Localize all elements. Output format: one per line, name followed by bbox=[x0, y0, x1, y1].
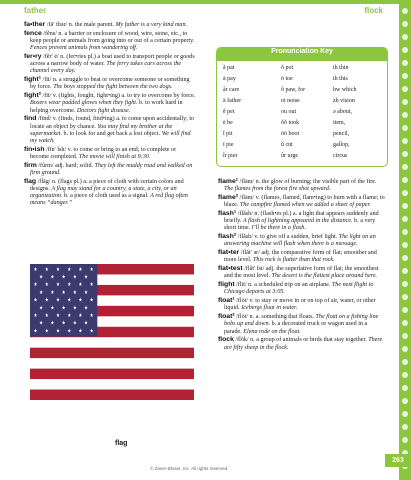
dictionary-entry bbox=[24, 92, 196, 115]
svg-text:★: ★ bbox=[78, 267, 83, 274]
pronunciation-key-cell: ĭ pit bbox=[223, 131, 233, 137]
svg-text:★: ★ bbox=[84, 275, 89, 281]
entry-definition: b. a very short time. bbox=[224, 218, 376, 232]
entry-example: The next flight to Chicago departs at 3:05. bbox=[224, 282, 374, 296]
pronunciation-key-cell: ŭ cut bbox=[281, 142, 293, 148]
svg-text:★: ★ bbox=[56, 313, 60, 320]
entry-definition: /flām/ v. (flames, flamed, flam•ing) to burn with a flame; to blaze. bbox=[224, 195, 385, 209]
entry-example: There are fifty sheep in the flock. bbox=[224, 337, 383, 351]
pronunciation-key-cell: ī pie bbox=[223, 142, 234, 148]
pronunciation-key-row bbox=[223, 65, 383, 73]
entry-definition: /fĕns/ n. a barrier or enclosure of wood, wire, stone, etc., to keep people or animals from going into or out of a certain property. bbox=[30, 30, 195, 44]
american-flag-image bbox=[30, 264, 194, 400]
svg-text:★: ★ bbox=[56, 267, 60, 274]
pronunciation-key-cell: hw which bbox=[333, 87, 357, 93]
pronunciation-key-cell: zh vision bbox=[333, 98, 355, 104]
svg-text:★: ★ bbox=[67, 329, 72, 335]
entry-definition: /fīt/ v. (fights, fought, fight•ing) a. to try to overcome by force. bbox=[40, 93, 196, 100]
dictionary-entry bbox=[24, 30, 196, 53]
entry-example: Elena rode on the float. bbox=[243, 328, 301, 335]
pronunciation-key-row bbox=[223, 142, 383, 150]
dictionary-entry bbox=[218, 194, 386, 209]
entry-example: We will find my watch. bbox=[30, 130, 191, 145]
svg-text:★: ★ bbox=[50, 305, 55, 312]
svg-text:★: ★ bbox=[61, 321, 66, 327]
pronunciation-key-cell: ō toe bbox=[281, 76, 293, 82]
pronunciation-key-row bbox=[223, 87, 383, 95]
svg-text:★: ★ bbox=[33, 267, 38, 274]
entry-example: The light on an answering machine will flash when there is a message. bbox=[224, 234, 376, 248]
entry-headword: flame¹ bbox=[218, 178, 239, 185]
svg-text:★: ★ bbox=[89, 282, 94, 289]
left-column bbox=[24, 21, 196, 208]
pronunciation-key-cell: circus bbox=[333, 153, 348, 159]
entry-definition: /fīt/ n. a struggle to beat or overcome someone or something by force. bbox=[30, 77, 190, 91]
svg-text:★: ★ bbox=[67, 282, 72, 289]
pronunciation-key-cell: ĕ pet bbox=[223, 109, 235, 115]
svg-text:★: ★ bbox=[84, 290, 89, 297]
entry-definition: b. to work hard in helping overcome. bbox=[30, 100, 183, 114]
svg-text:★: ★ bbox=[44, 313, 49, 320]
entry-example: The flames from the forest fire shot upward. bbox=[224, 186, 331, 193]
entry-example: A red flag often means “danger.” bbox=[30, 193, 188, 207]
entry-headword: fa•ther bbox=[24, 21, 46, 28]
entry-definition: /flăsh/ v. to give off a sudden, brief light. bbox=[236, 234, 339, 241]
pronunciation-key-cell: th thin bbox=[333, 65, 349, 71]
pronunciation-key-title: Pronunciation Key bbox=[217, 48, 387, 61]
pronunciation-key-cell: ô paw, for bbox=[281, 87, 306, 93]
svg-text:★: ★ bbox=[33, 329, 38, 335]
svg-text:★: ★ bbox=[61, 290, 66, 297]
dictionary-entry bbox=[218, 249, 386, 264]
entry-definition: /flăt′ ər/ adj. the comparative form of flat; smoother and more level. bbox=[224, 250, 377, 264]
dictionary-entry bbox=[24, 115, 196, 145]
entry-definition: /flăt′ ĭst/ adj. the superlative form of flat; the smoothest and the most level. bbox=[224, 266, 379, 280]
side-margin-dots bbox=[399, 0, 411, 480]
pronunciation-key-cell: item, bbox=[333, 120, 346, 126]
pronunciation-key-cell: îr pier bbox=[223, 153, 238, 159]
entry-headword: fence bbox=[24, 29, 42, 37]
entry-example: Fences prevent animals from wandering off. bbox=[30, 45, 138, 52]
entry-example: The campfire flamed when we added a sheet of paper. bbox=[239, 202, 371, 209]
entry-definition: /fûrm/ adj. hard; solid. bbox=[36, 162, 95, 169]
svg-text:★: ★ bbox=[56, 329, 60, 335]
dictionary-entry bbox=[24, 76, 196, 91]
pronunciation-key-cell: ou out bbox=[281, 109, 297, 115]
svg-text:★: ★ bbox=[89, 298, 94, 304]
pronunciation-key-cell: ŏŏ took bbox=[281, 120, 300, 126]
pronunciation-key-row bbox=[223, 109, 383, 117]
entry-definition: /fīnd/ v. (finds, found, find•ing) a. to come upon accidentally; to locate an object by chance. bbox=[30, 116, 195, 130]
entry-headword: find bbox=[24, 115, 37, 123]
entry-headword: fight² bbox=[24, 92, 41, 100]
pronunciation-key-cell: ä father bbox=[223, 98, 242, 104]
pronunciation-key-cell: ŏ pot bbox=[281, 65, 294, 71]
entry-example: You may find my brother at the supermarket. bbox=[30, 123, 173, 137]
dictionary-entry bbox=[24, 53, 196, 76]
entry-headword: flat•test bbox=[218, 265, 243, 273]
dictionary-entry bbox=[218, 297, 386, 312]
entry-example: Boxers wear padded gloves when they fight. bbox=[30, 100, 138, 107]
entry-definition: /flăg/ n. (flags pl.) a. a piece of cloth with certain colors and designs. bbox=[30, 178, 184, 193]
svg-text:★: ★ bbox=[67, 298, 72, 304]
pronunciation-key-cell: gallop, bbox=[333, 142, 350, 148]
svg-text:★: ★ bbox=[72, 321, 77, 327]
svg-text:★: ★ bbox=[61, 305, 66, 312]
svg-text:★: ★ bbox=[72, 290, 77, 297]
dictionary-entry bbox=[218, 265, 386, 280]
entry-headword: flame² bbox=[218, 194, 239, 201]
svg-text:★: ★ bbox=[72, 305, 77, 312]
entry-headword: flight bbox=[218, 281, 235, 289]
entry-headword: fin•ish bbox=[24, 145, 45, 153]
entry-example: My father is a very kind man. bbox=[115, 22, 188, 28]
pronunciation-key-cell: ə about, bbox=[333, 109, 352, 115]
pronunciation-key-row bbox=[223, 153, 383, 161]
entry-example: A flash of lightning appeared in the distance. bbox=[242, 218, 353, 225]
entry-example: The movie will finish at 9:30. bbox=[78, 154, 151, 161]
svg-text:★: ★ bbox=[44, 282, 49, 289]
entry-definition: b. a decorated truck or wagon used in a parade. bbox=[224, 321, 368, 335]
entry-headword: firm bbox=[24, 161, 37, 169]
svg-text:★: ★ bbox=[61, 275, 66, 281]
svg-text:★: ★ bbox=[33, 313, 38, 320]
dictionary-entry bbox=[218, 313, 386, 336]
entry-definition: b. a piece of cloth used as a signal. bbox=[62, 193, 151, 200]
pronunciation-key-row bbox=[223, 120, 383, 128]
dictionary-entry bbox=[24, 21, 196, 29]
entry-definition: /flīt/ n. a scheduled trip on an airplane. bbox=[234, 282, 332, 289]
svg-text:★: ★ bbox=[44, 267, 49, 274]
pronunciation-key-cell: ûr urge bbox=[281, 153, 299, 159]
dictionary-entry bbox=[24, 146, 196, 161]
entry-example: The boys stopped the fight between the two dogs. bbox=[53, 84, 173, 91]
dictionary-entry bbox=[218, 178, 386, 193]
pronunciation-key-row bbox=[223, 98, 383, 106]
entry-example: This rock is flatter than that rock. bbox=[252, 257, 335, 264]
entry-definition: /flăsh/ n. (flash•es pl.) a. a light that appears suddenly and briefly. bbox=[224, 211, 379, 225]
svg-text:★: ★ bbox=[84, 321, 89, 327]
entry-example: I’ll be there in a flash. bbox=[251, 225, 306, 232]
guide-word-left: father bbox=[24, 6, 47, 15]
flag-caption: flag bbox=[115, 440, 128, 447]
svg-text:★: ★ bbox=[67, 267, 72, 274]
svg-text:★: ★ bbox=[33, 298, 38, 304]
entry-headword: flat•ter bbox=[218, 249, 240, 257]
entry-definition: /flŏk/ n. a group of animals or birds that stay together. bbox=[233, 337, 369, 344]
entry-headword: flash¹ bbox=[218, 210, 237, 217]
copyright-footer: © Zaner-Bloser, Inc. All rights reserved. bbox=[150, 466, 229, 471]
page-number: 263 bbox=[385, 454, 411, 467]
entry-headword: flag bbox=[24, 177, 37, 185]
entry-definition: /fĭn′ ĭsh/ v. to come or bring to an end; to complete or become completed. bbox=[30, 146, 177, 161]
svg-text:★: ★ bbox=[44, 329, 49, 335]
dictionary-entry bbox=[24, 178, 196, 208]
dictionary-entry bbox=[218, 336, 386, 351]
pronunciation-key-cell: ē be bbox=[223, 120, 233, 126]
entry-headword: float² bbox=[218, 313, 235, 321]
pronunciation-key-cell: ă pat bbox=[223, 65, 235, 71]
entry-example: Icebergs float in water. bbox=[241, 305, 298, 312]
entry-definition: /flōt/ n. a. something that floats. bbox=[234, 314, 316, 321]
pronunciation-key-cell: âr care bbox=[223, 87, 240, 93]
pronunciation-key-cell: th this bbox=[333, 76, 348, 82]
svg-text:★: ★ bbox=[39, 290, 44, 297]
entry-definition: /flōt/ v. to stay or move in or on top of air, water, or other liquid. bbox=[224, 298, 376, 312]
pronunciation-key bbox=[216, 47, 388, 167]
pronunciation-key-row bbox=[223, 131, 383, 139]
top-rule bbox=[0, 0, 411, 4]
svg-text:★: ★ bbox=[89, 267, 94, 274]
entry-headword: fer•ry bbox=[24, 53, 42, 60]
entry-headword: flock bbox=[218, 336, 234, 344]
svg-text:★: ★ bbox=[72, 275, 77, 281]
entry-example: The desert is the flattest place around here. bbox=[271, 273, 378, 280]
guide-word-right: flock bbox=[364, 6, 383, 15]
svg-text:★: ★ bbox=[78, 282, 83, 289]
svg-text:★: ★ bbox=[50, 321, 55, 327]
entry-example: A flag may stand for a country, a state, a city, or an organization. bbox=[30, 186, 177, 200]
entry-definition: b. to look for and get back a lost object. bbox=[62, 130, 162, 137]
pronunciation-key-cell: pencil, bbox=[333, 131, 350, 137]
entry-definition: /flām/ n. the glow of burning; the visible part of the fire. bbox=[238, 179, 377, 185]
svg-text:★: ★ bbox=[39, 275, 44, 281]
svg-text:★: ★ bbox=[50, 275, 55, 281]
svg-text:★: ★ bbox=[39, 305, 44, 312]
svg-text:★: ★ bbox=[33, 282, 38, 289]
entry-headword: flash² bbox=[218, 233, 237, 241]
svg-text:★: ★ bbox=[44, 298, 49, 304]
entry-definition: /fĕr′ ē/ n. (fer•ries pl.) a boat used to transport people or goods across a narrow body of water. bbox=[30, 54, 195, 68]
entry-example: The float on a fishing line bobs up and down. bbox=[224, 314, 379, 328]
svg-text:★: ★ bbox=[50, 290, 55, 297]
entry-headword: float¹ bbox=[218, 297, 235, 305]
svg-text:★: ★ bbox=[56, 298, 60, 304]
svg-text:★: ★ bbox=[78, 298, 83, 304]
svg-text:★: ★ bbox=[56, 282, 60, 289]
right-column bbox=[218, 178, 386, 352]
svg-text:★: ★ bbox=[39, 321, 44, 327]
svg-text:★: ★ bbox=[67, 313, 72, 320]
svg-text:★: ★ bbox=[84, 305, 89, 312]
svg-text:★: ★ bbox=[78, 313, 83, 320]
dictionary-entry bbox=[218, 233, 386, 248]
dictionary-entry bbox=[218, 210, 386, 233]
pronunciation-key-cell: ā pay bbox=[223, 76, 236, 82]
dictionary-entry bbox=[24, 162, 196, 177]
entry-example: Doctors fight disease. bbox=[76, 107, 131, 114]
svg-text:★: ★ bbox=[89, 313, 94, 320]
svg-text:★: ★ bbox=[78, 329, 83, 335]
pronunciation-key-cell: oi noise bbox=[281, 98, 300, 104]
svg-text:★: ★ bbox=[89, 329, 94, 335]
pronunciation-key-cell: ōō boot bbox=[281, 131, 300, 137]
entry-example: The ferry takes cars across the channel every day. bbox=[30, 61, 182, 75]
pronunciation-key-row bbox=[223, 76, 383, 84]
entry-headword: fight¹ bbox=[24, 76, 41, 84]
dictionary-entry bbox=[218, 281, 386, 296]
entry-example: They left the muddy road and walked on firm ground. bbox=[30, 162, 193, 177]
entry-definition: /fä′ thər/ n. the male parent. bbox=[45, 22, 116, 28]
